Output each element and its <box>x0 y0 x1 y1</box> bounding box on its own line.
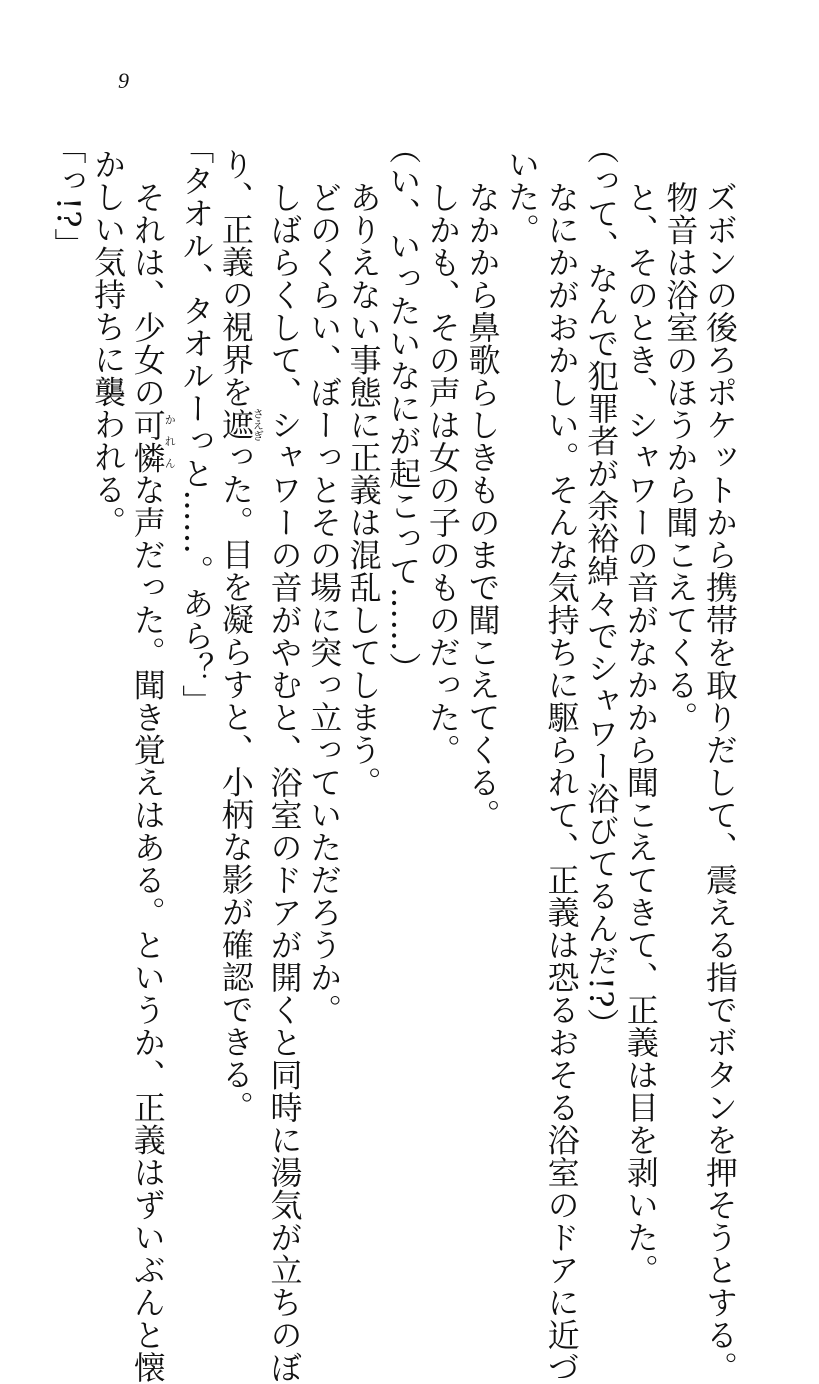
text-line: いた。 <box>503 148 542 246</box>
text-line: ありえない事態に正義は混乱してしまう。 <box>344 181 383 799</box>
text-line: どのくらい、ぼーっとその場に突っ立っていただろうか。 <box>305 181 344 1026</box>
text-line: （い、いったいなにが起こって……） <box>384 132 423 685</box>
ruby-word <box>216 407 265 441</box>
text-line: と、そのとき、シャワーの音がなかから聞こえてきて、正義は目を剥いた。 <box>621 181 660 1286</box>
ruby-word <box>128 408 177 474</box>
ruby-base: 可憐 <box>128 408 167 474</box>
text-line: かしい気持ちに襲われる。 <box>89 148 128 538</box>
text-run: り、正義の視界を <box>216 148 255 408</box>
text-run: それは、少女の <box>128 181 167 409</box>
vertical-text-body <box>48 132 739 1384</box>
text-run: った。目を凝らすと、小柄な影が確認できる。 <box>216 440 255 1123</box>
text-line: しばらくして、シャワーの音がやむと、浴室のドアが開くと同時に湯気が立ちのぼ <box>265 181 304 1384</box>
text-line: 「タオル、タオルーっと……。あら？」 <box>177 132 216 717</box>
text-line: 物音は浴室のほうから聞こえてくる。 <box>661 181 700 734</box>
text-line <box>127 181 177 1384</box>
text-line: （って、なんで犯罪者が余裕綽々でシャワー浴びてるんだ!?） <box>582 132 621 1041</box>
text-line: 「っ!?」 <box>49 132 88 261</box>
text-run: な声だった。聞き覚えはある。というか、正義はずいぶんと懐 <box>128 473 167 1384</box>
text-line: しかも、その声は女の子のものだった。 <box>423 181 462 766</box>
text-line <box>215 148 264 1128</box>
text-line: ズボンの後ろポケットから携帯を取りだして、震える指でボタンを押そうとする。 <box>701 181 739 1384</box>
text-line: なかから鼻歌らしきものまで聞こえてくる。 <box>463 181 502 831</box>
page-number: 9 <box>118 68 129 93</box>
ruby-reading: さえぎ <box>251 407 265 441</box>
text-line: なにかがおかしい。そんな気持ちに駆られて、正義は恐るおそる浴室のドアに近づ <box>542 181 581 1384</box>
ruby-reading: かれん <box>163 408 177 474</box>
ruby-base: 遮 <box>216 407 255 441</box>
